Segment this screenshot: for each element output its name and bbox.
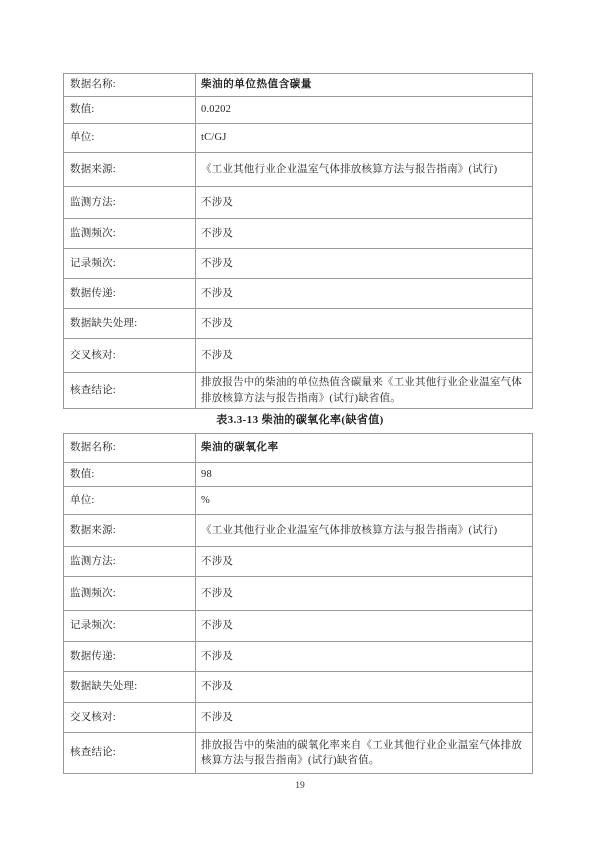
page-number: 19 xyxy=(295,781,305,791)
table-row xyxy=(64,611,533,642)
row-label-missing-data-handling: 数据缺失处理: xyxy=(64,309,196,339)
table-row xyxy=(64,642,533,672)
row-value-missing-data-handling: 不涉及 xyxy=(196,672,533,703)
row-value-cross-check: 不涉及 xyxy=(196,339,533,373)
row-label-unit: 单位: xyxy=(64,124,196,153)
row-label-record-frequency: 记录频次: xyxy=(64,611,196,642)
table-row xyxy=(64,577,533,611)
row-label-monitoring-frequency: 监测频次: xyxy=(64,219,196,249)
row-value-verification-conclusion: 排放报告中的柴油的单位热值含碳量来《工业其他行业企业温室气体排放核算方法与报告指南》(试行)缺省值。 xyxy=(196,373,533,409)
row-label-missing-data-handling: 数据缺失处理: xyxy=(64,672,196,703)
row-label-verification-conclusion: 核查结论: xyxy=(64,733,196,774)
row-value-cross-check: 不涉及 xyxy=(196,703,533,733)
row-label-value: 数值: xyxy=(64,463,196,487)
row-value-data-transfer: 不涉及 xyxy=(196,642,533,672)
table-row xyxy=(64,153,533,187)
table-row xyxy=(64,97,533,124)
row-value-monitoring-method: 不涉及 xyxy=(196,547,533,577)
row-label-value: 数值: xyxy=(64,97,196,124)
table-row xyxy=(64,434,533,463)
table-row xyxy=(64,219,533,249)
row-value-data-name: 柴油的碳氧化率 xyxy=(196,434,533,463)
row-value-value: 0.0202 xyxy=(196,97,533,124)
row-value-missing-data-handling: 不涉及 xyxy=(196,309,533,339)
table-row xyxy=(64,74,533,97)
table-row xyxy=(64,279,533,309)
row-value-unit: tC/GJ xyxy=(196,124,533,153)
table-row xyxy=(64,339,533,373)
row-label-cross-check: 交叉核对: xyxy=(64,703,196,733)
table-row xyxy=(64,124,533,153)
row-label-monitoring-method: 监测方法: xyxy=(64,187,196,219)
row-label-data-transfer: 数据传递: xyxy=(64,642,196,672)
row-label-data-name: 数据名称: xyxy=(64,74,196,97)
row-value-monitoring-frequency: 不涉及 xyxy=(196,577,533,611)
table-row xyxy=(64,187,533,219)
table-row xyxy=(64,373,533,409)
row-value-data-transfer: 不涉及 xyxy=(196,279,533,309)
table-row xyxy=(64,672,533,703)
table-row xyxy=(64,463,533,487)
row-value-monitoring-frequency: 不涉及 xyxy=(196,219,533,249)
table-row xyxy=(64,703,533,733)
table-row xyxy=(64,733,533,774)
table-row xyxy=(64,515,533,547)
row-value-monitoring-method: 不涉及 xyxy=(196,187,533,219)
row-value-record-frequency: 不涉及 xyxy=(196,611,533,642)
row-label-record-frequency: 记录频次: xyxy=(64,249,196,279)
row-label-data-name: 数据名称: xyxy=(64,434,196,463)
row-label-verification-conclusion: 核查结论: xyxy=(64,373,196,409)
row-value-value: 98 xyxy=(196,463,533,487)
row-label-data-transfer: 数据传递: xyxy=(64,279,196,309)
table-row xyxy=(64,487,533,515)
row-value-data-source: 《工业其他行业企业温室气体排放核算方法与报告指南》(试行) xyxy=(196,515,533,547)
table-row xyxy=(64,249,533,279)
row-value-record-frequency: 不涉及 xyxy=(196,249,533,279)
table-caption: 表3.3-13 柴油的碳氧化率(缺省值) xyxy=(216,414,384,426)
table-row xyxy=(64,309,533,339)
table-diesel-carbon-oxidation-rate xyxy=(63,433,533,774)
row-label-unit: 单位: xyxy=(64,487,196,515)
table-row xyxy=(64,547,533,577)
row-label-monitoring-method: 监测方法: xyxy=(64,547,196,577)
row-value-data-name: 柴油的单位热值含碳量 xyxy=(196,74,533,97)
row-value-data-source: 《工业其他行业企业温室气体排放核算方法与报告指南》(试行) xyxy=(196,153,533,187)
row-label-data-source: 数据来源: xyxy=(64,153,196,187)
row-label-cross-check: 交叉核对: xyxy=(64,339,196,373)
row-value-verification-conclusion: 排放报告中的柴油的碳氧化率来自《工业其他行业企业温室气体排放核算方法与报告指南》(试行)缺省值。 xyxy=(196,733,533,774)
table-diesel-unit-heat-carbon-content xyxy=(63,73,533,409)
row-value-unit: % xyxy=(196,487,533,515)
row-label-data-source: 数据来源: xyxy=(64,515,196,547)
row-label-monitoring-frequency: 监测频次: xyxy=(64,577,196,611)
